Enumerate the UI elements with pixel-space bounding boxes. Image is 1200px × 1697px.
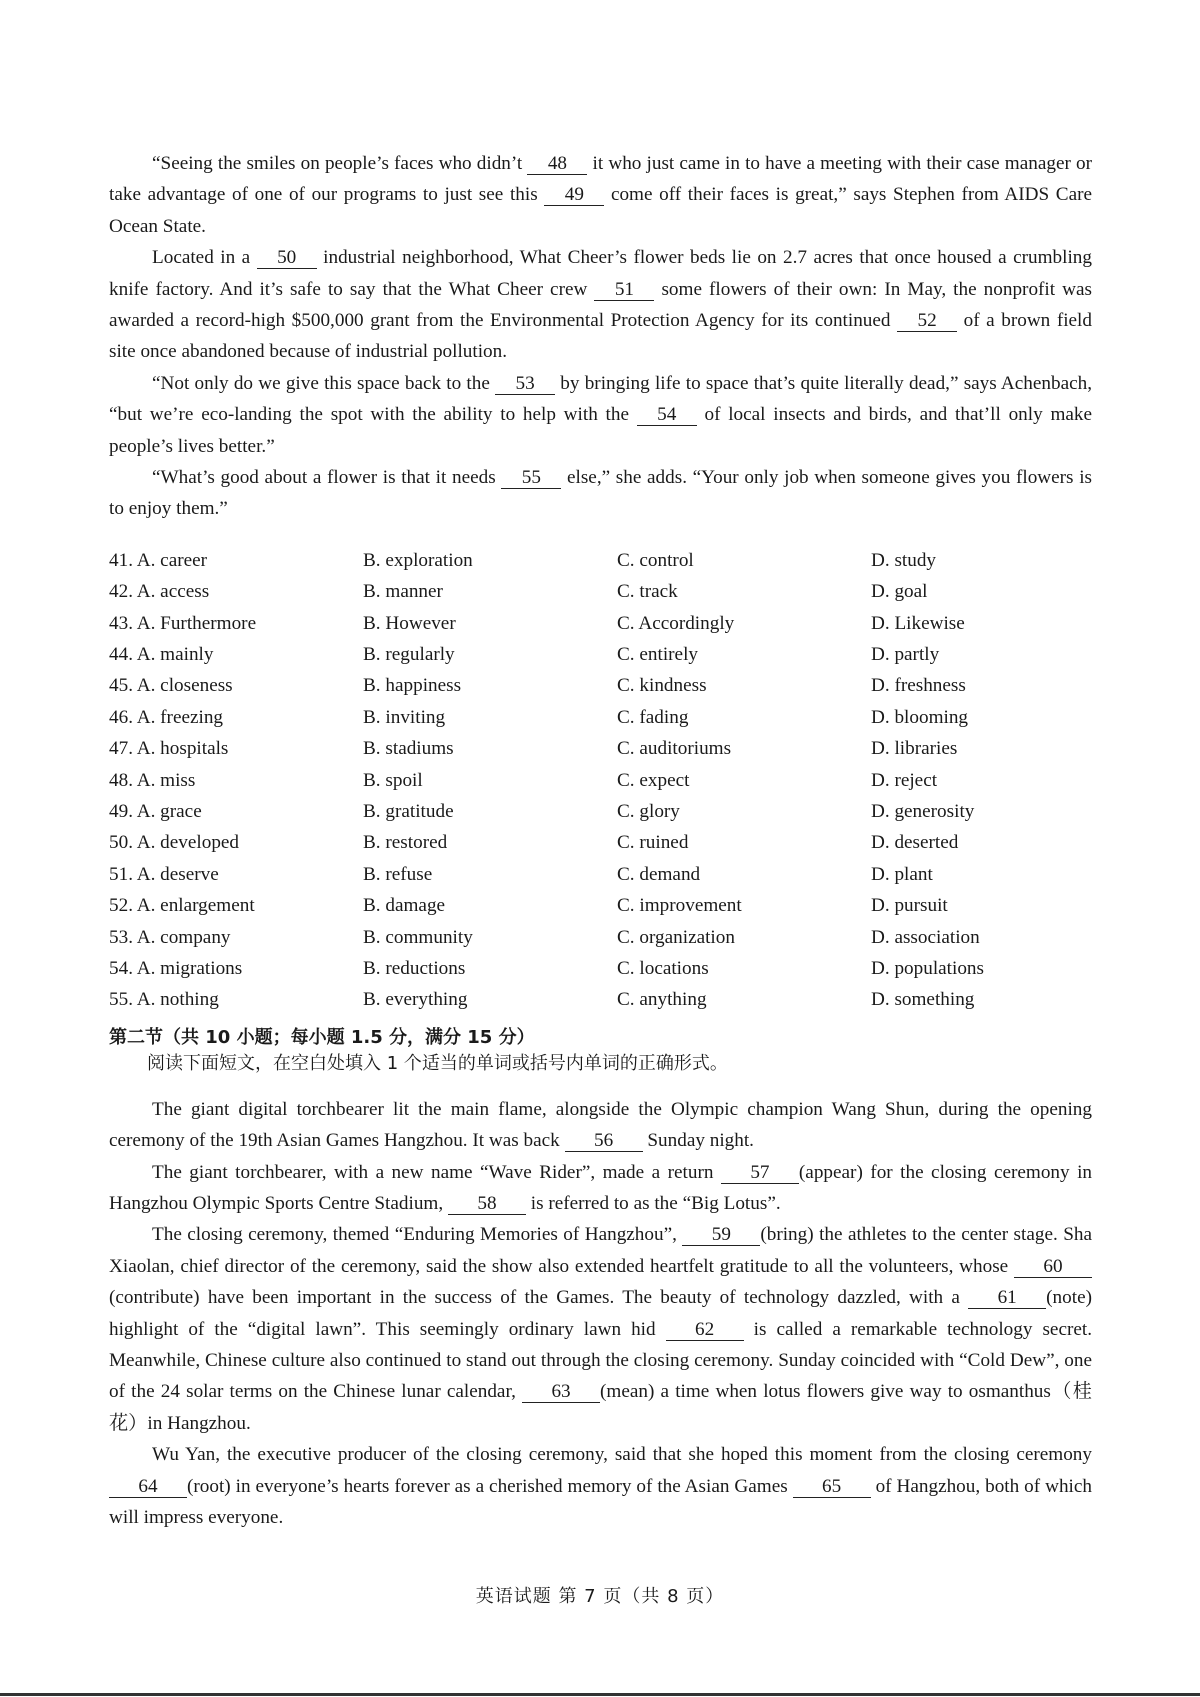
text-segment: (root) in everyone’s hearts forever as a cherished memory of the Asian Games [187, 1475, 793, 1497]
passage2-paragraph-4 [109, 1439, 1092, 1533]
options-list [109, 545, 1092, 1016]
option-row [109, 984, 1092, 1015]
blank-61: 61 [968, 1288, 1046, 1309]
text-segment: Sunday night. [642, 1130, 754, 1152]
option-c: C. demand [617, 863, 701, 885]
option-d: D. libraries [871, 738, 958, 760]
passage2-paragraph-2 [109, 1157, 1092, 1220]
option-row [109, 545, 1092, 576]
text-segment: by bringing life to space that’s quite literally dead,” says Achenbach, “but we’re eco-landing the spot with the ability to help with the [109, 372, 1092, 426]
text-segment: else,” she adds. “Your only job when someone gives you flowers is to enjoy them.” [109, 467, 1092, 520]
option-b: B. everything [363, 989, 468, 1011]
option-row [109, 576, 1092, 607]
text-segment: is called a remarkable technology secret. Meanwhile, Chinese culture also continued to stand out through the closing ceremony. Sunday coincided with “Cold Dew”, one of the 24 solar terms on the Chinese lunar calendar, [109, 1318, 1092, 1403]
page-footer: 英语试题 第 7 页（共 8 页） [475, 1586, 725, 1607]
option-a: 53. A. company [109, 926, 231, 948]
passage1-paragraph-3 [109, 368, 1092, 462]
option-a: 49. A. grace [109, 801, 202, 822]
text-segment: is referred to as the “Big Lotus”. [525, 1192, 781, 1214]
option-row [109, 608, 1092, 639]
blank-63: 63 [522, 1382, 600, 1403]
option-b: B. manner [363, 581, 443, 603]
option-c: C. Accordingly [617, 612, 735, 634]
blank-49: 49 [544, 185, 604, 206]
text-segment: “Seeing the smiles on people’s faces who didn’t [152, 153, 528, 174]
option-row [109, 670, 1092, 701]
option-c: C. anything [617, 989, 707, 1011]
blank-59: 59 [682, 1225, 760, 1246]
option-a: 47. A. hospitals [109, 738, 229, 760]
option-b: B. reductions [363, 957, 466, 979]
option-b: B. happiness [363, 675, 462, 697]
option-c: C. control [617, 549, 694, 571]
option-c: C. organization [617, 926, 735, 948]
text-segment: come off their faces is great,” says Stephen from AIDS Care Ocean State. [109, 184, 1092, 237]
option-b: B. refuse [363, 863, 433, 885]
option-a: 46. A. freezing [109, 706, 224, 728]
option-row [109, 796, 1092, 827]
option-d: D. populations [871, 957, 984, 979]
option-b: B. inviting [363, 706, 446, 728]
text-segment: of Hangzhou, both of which will impress everyone. [109, 1475, 1092, 1529]
option-d: D. generosity [871, 801, 975, 822]
passage2-paragraph-3 [109, 1219, 1092, 1439]
text-segment: The closing ceremony, themed “Enduring Memories of Hangzhou”, [152, 1224, 683, 1246]
text-segment: The giant torchbearer, with a new name “Wave Rider”, made a return [152, 1161, 721, 1183]
option-row [109, 733, 1092, 764]
option-d: D. blooming [871, 706, 969, 728]
text-segment: some flowers of their own: In May, the nonprofit was awarded a record-high $500,000 grant from the Environmental Protection Agency for its continued [109, 278, 1092, 332]
text-segment: The giant digital torchbearer lit the main flame, alongside the Olympic champion Wang Shun, during the opening ceremony of the 19th Asian Games Hangzhou. It was back [109, 1098, 1092, 1152]
option-d: D. partly [871, 644, 940, 666]
blank-50: 50 [257, 248, 317, 269]
section-instruction: 阅读下面短文，在空白处填入 1 个适当的单词或括号内单词的正确形式。 [147, 1052, 728, 1074]
option-a: 52. A. enlargement [109, 895, 255, 917]
option-c: C. track [617, 581, 678, 603]
blank-56: 56 [565, 1131, 643, 1152]
option-a: 43. A. Furthermore [109, 612, 257, 634]
option-row [109, 922, 1092, 953]
option-d: D. something [871, 989, 975, 1011]
text-segment: “What’s good about a flower is that it needs [152, 467, 502, 489]
option-row [109, 765, 1092, 796]
text-segment: “Not only do we give this space back to the [152, 372, 496, 394]
text-segment: of local insects and birds, and that’ll only make people’s lives better.” [109, 404, 1092, 457]
option-b: B. regularly [363, 644, 455, 666]
bottom-rule [0, 1693, 1200, 1696]
option-b: B. spoil [363, 769, 423, 791]
passage1-paragraph-2 [109, 242, 1092, 368]
option-c: C. fading [617, 706, 689, 728]
text-segment: industrial neighborhood, What Cheer’s flower beds lie on 2.7 acres that once housed a crumbling knife factory. And it’s safe to say that the What Cheer crew [109, 247, 1092, 300]
option-d: D. pursuit [871, 895, 948, 917]
option-a: 54. A. migrations [109, 957, 243, 979]
blank-64: 64 [109, 1477, 187, 1498]
blank-57: 57 [721, 1163, 799, 1184]
text-segment: (appear) for the closing ceremony in Hangzhou Olympic Sports Centre Stadium, [109, 1161, 1092, 1214]
option-d: D. plant [871, 863, 933, 885]
option-c: C. auditoriums [617, 738, 732, 760]
text-segment: Located in a [152, 247, 257, 269]
option-c: C. kindness [617, 675, 707, 697]
option-row [109, 859, 1092, 890]
option-d: D. reject [871, 769, 938, 791]
section-title: 第二节（共 10 小题；每小题 1.5 分，满分 15 分） [109, 1026, 535, 1048]
blank-65: 65 [793, 1477, 871, 1498]
option-c: C. locations [617, 957, 709, 979]
option-a: 44. A. mainly [109, 644, 214, 666]
option-a: 41. A. career [109, 549, 208, 571]
exam-page [109, 148, 1092, 1533]
passage1-paragraph-4 [109, 462, 1092, 525]
option-a: 45. A. closeness [109, 675, 233, 697]
passage2-paragraph-1 [109, 1094, 1092, 1157]
blank-48: 48 [527, 154, 587, 175]
option-b: B. restored [363, 832, 448, 854]
option-b: B. gratitude [363, 801, 454, 822]
text-segment: (contribute) have been important in the success of the Games. The beauty of technology dazzled, with a [109, 1287, 969, 1309]
option-c: C. ruined [617, 832, 689, 854]
option-a: 42. A. access [109, 581, 210, 603]
blank-62: 62 [666, 1320, 744, 1341]
blank-54: 54 [637, 405, 697, 426]
option-c: C. glory [617, 801, 680, 822]
option-c: C. expect [617, 769, 690, 791]
blank-51: 51 [594, 280, 654, 301]
blank-55: 55 [501, 468, 561, 489]
text-segment: of a brown field site once abandoned because of industrial pollution. [109, 310, 1092, 363]
option-row [109, 953, 1092, 984]
option-c: C. entirely [617, 644, 698, 666]
option-c: C. improvement [617, 895, 742, 917]
option-b: B. exploration [363, 549, 473, 571]
blank-53: 53 [495, 374, 555, 395]
text-segment: (bring) the athletes to the center stage. Sha Xiaolan, chief director of the ceremony, said the show also extended heartfelt gratitude to all the volunteers, whose [109, 1224, 1092, 1277]
text-segment: (note) highlight of the “digital lawn”. This seemingly ordinary lawn hid [109, 1287, 1092, 1340]
option-row [109, 890, 1092, 921]
blank-60: 60 [1014, 1257, 1092, 1278]
option-d: D. goal [871, 581, 928, 603]
text-segment: Wu Yan, the executive producer of the closing ceremony, said that she hoped this moment from the closing ceremony [152, 1444, 1092, 1466]
option-b: B. However [363, 612, 456, 634]
option-d: D. Likewise [871, 612, 965, 634]
passage1-paragraph-1 [109, 148, 1092, 242]
option-row [109, 639, 1092, 670]
blank-52: 52 [897, 311, 957, 332]
option-a: 50. A. developed [109, 832, 240, 854]
option-a: 55. A. nothing [109, 989, 219, 1011]
option-d: D. study [871, 549, 937, 571]
option-b: B. stadiums [363, 738, 454, 760]
option-d: D. freshness [871, 675, 966, 697]
blank-58: 58 [448, 1194, 526, 1215]
text-segment: (mean) a time when lotus flowers give way to osmanthus（桂花）in Hangzhou. [109, 1381, 1092, 1434]
option-a: 48. A. miss [109, 769, 196, 791]
option-d: D. association [871, 926, 980, 948]
option-row [109, 827, 1092, 858]
option-d: D. deserted [871, 832, 959, 854]
option-row [109, 702, 1092, 733]
option-a: 51. A. deserve [109, 863, 219, 885]
option-b: B. damage [363, 895, 446, 917]
option-b: B. community [363, 926, 473, 948]
text-segment: it who just came in to have a meeting with their case manager or take advantage of one of our programs to just see this [109, 153, 1092, 206]
